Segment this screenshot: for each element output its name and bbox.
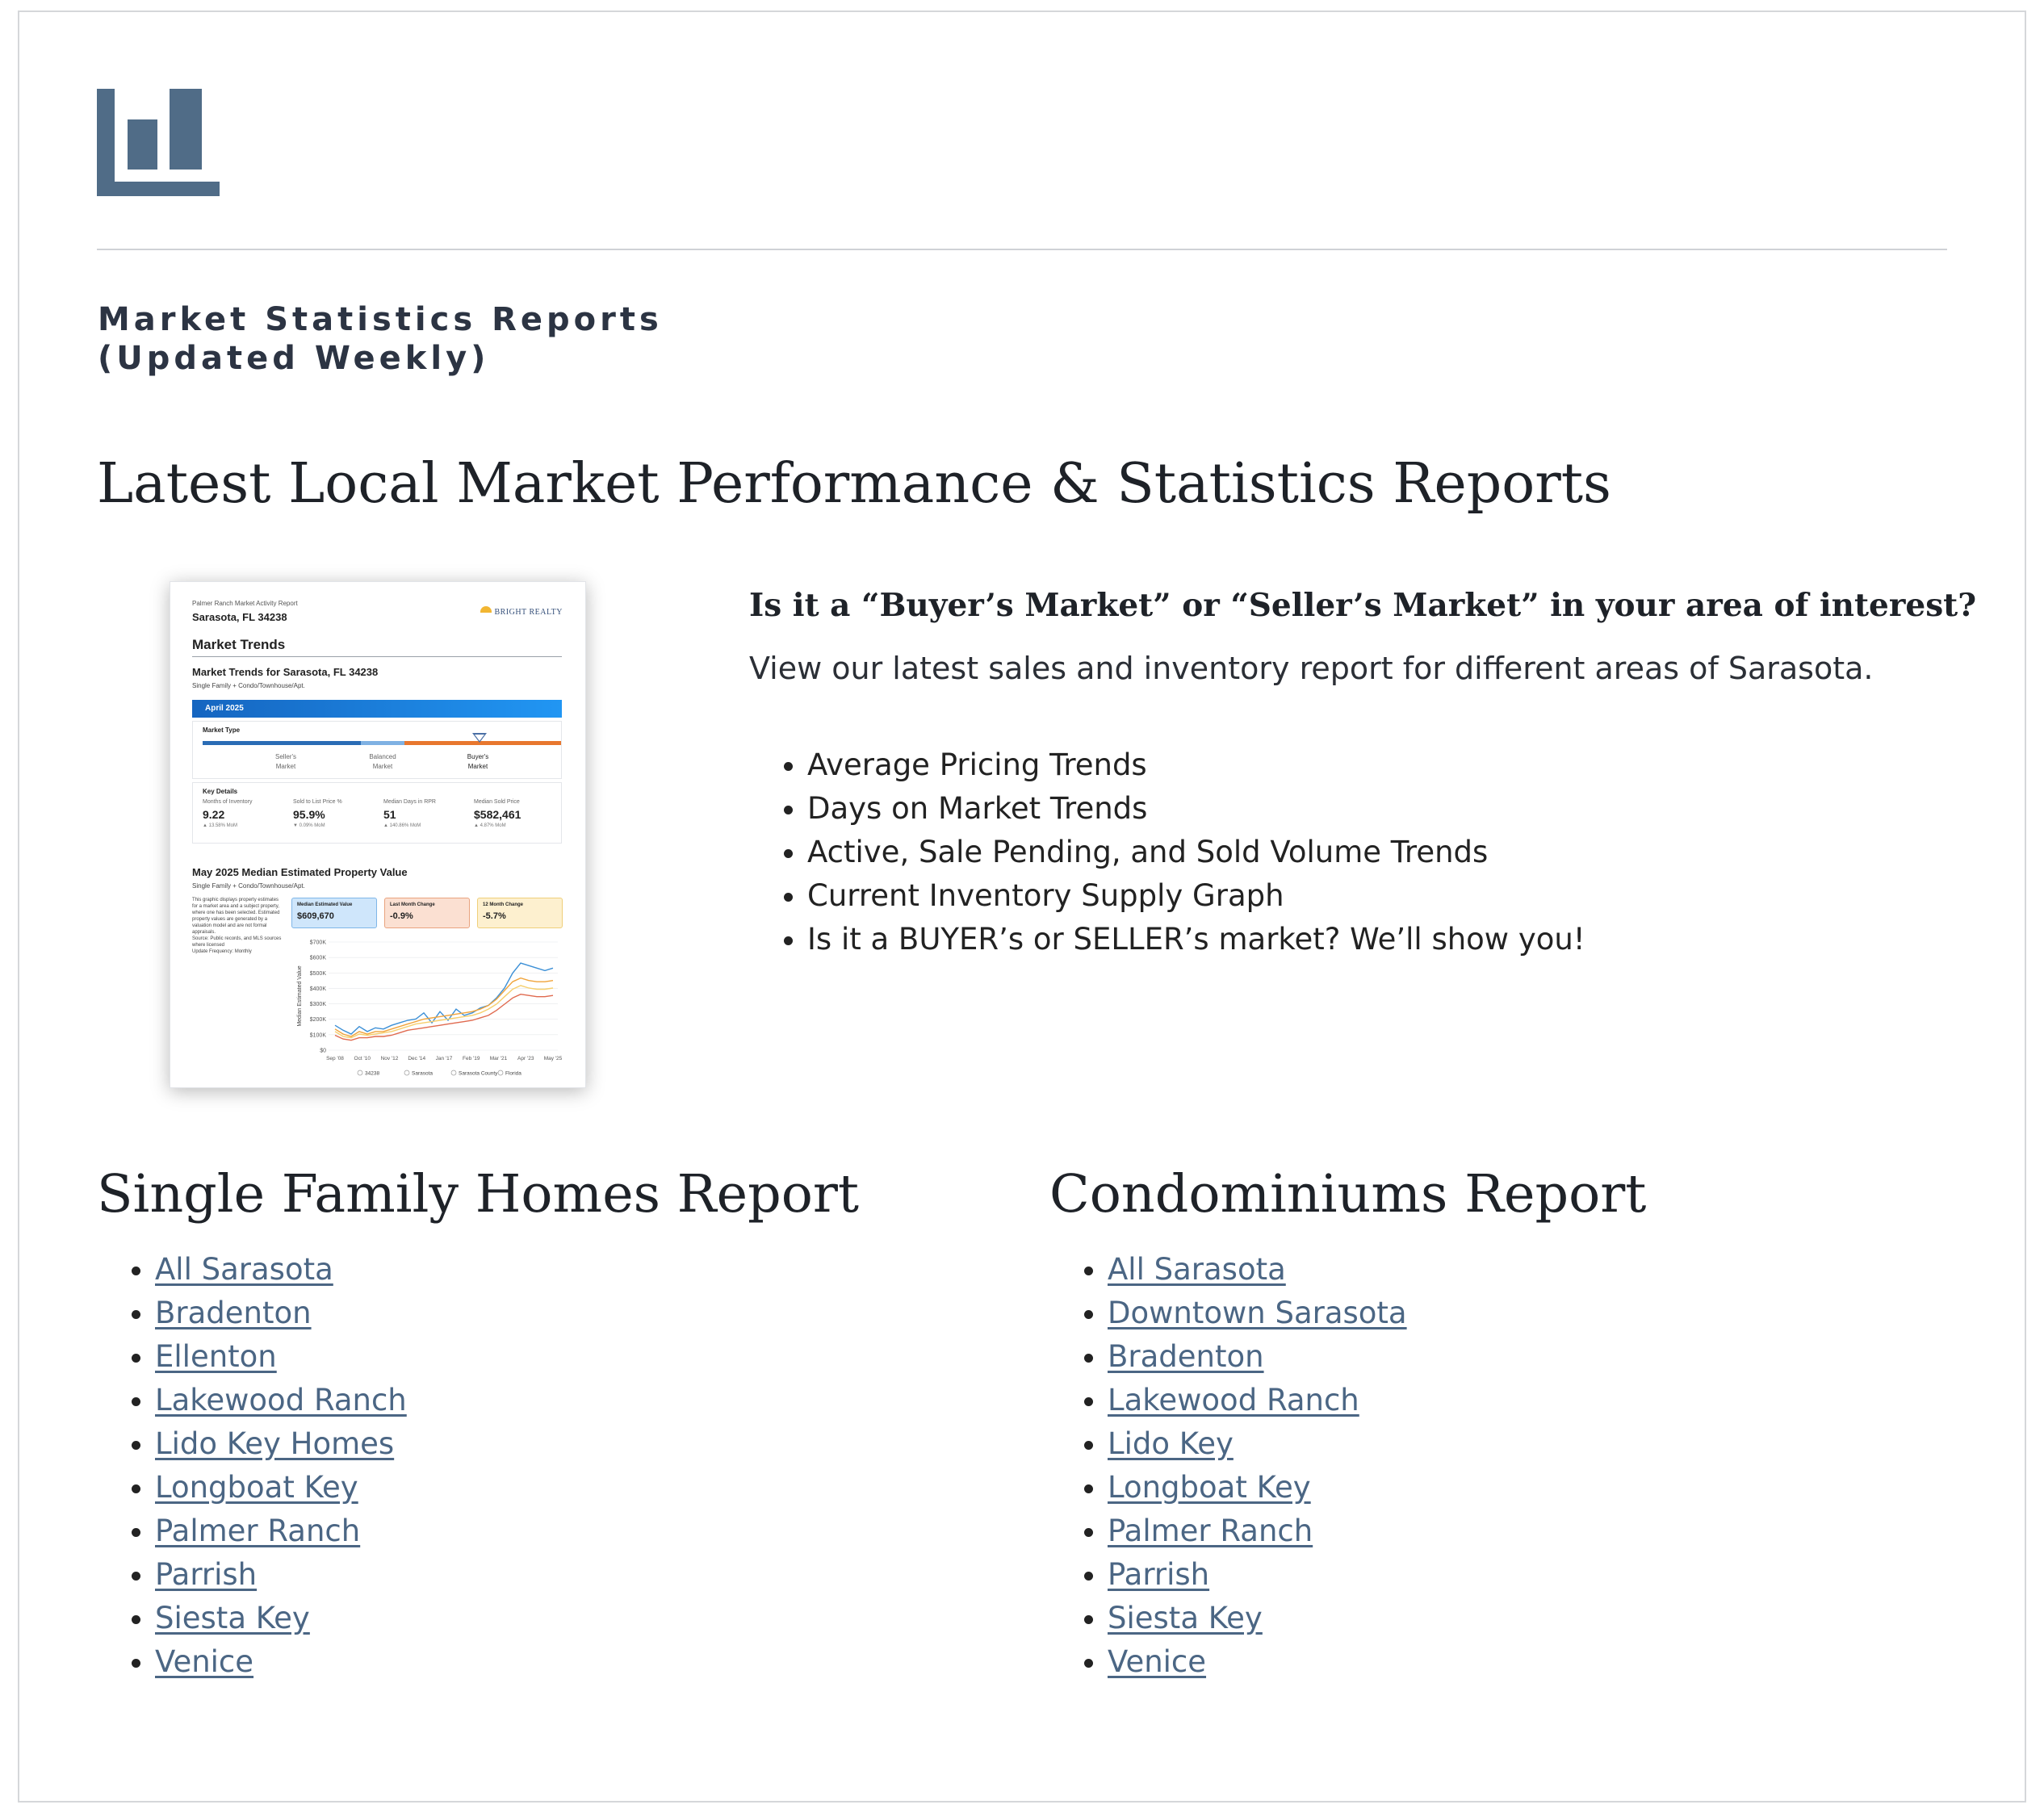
list-item [155, 1422, 407, 1466]
link-single-family-lido-key-homes[interactable]: Lido Key Homes [155, 1426, 395, 1461]
link-single-family-venice[interactable]: Venice [155, 1644, 254, 1679]
link-single-family-longboat-key[interactable]: Longboat Key [155, 1470, 358, 1505]
stat-median-sold-price [474, 799, 563, 828]
stat-value: 51 [383, 808, 396, 821]
link-condo-longboat-key[interactable]: Longboat Key [1108, 1470, 1311, 1505]
card-label: Last Month Change [390, 902, 435, 907]
value-description: This graphic displays property estimates for a market area and a subject property, where one has been selected. Estimated property values are generated by a valuation model and are not formal appraisals. Source: Public records, and MLS sources where licensed Update Frequency: Monthly [192, 898, 282, 954]
chart-x-tick-label: Sep '08 [326, 1056, 344, 1061]
link-single-family-ellenton[interactable]: Ellenton [155, 1339, 277, 1374]
link-single-family-siesta-key[interactable]: Siesta Key [155, 1601, 310, 1635]
list-item [1108, 1292, 1407, 1335]
link-condo-lido-key[interactable]: Lido Key [1108, 1426, 1234, 1461]
market-question-heading: Is it a “Buyer’s Market” or “Seller’s Market” in your area of interest? [749, 587, 1977, 624]
stat-change: ▼ 0.09% MoM [293, 823, 325, 828]
twelve-month-card [477, 898, 563, 928]
link-condo-all-sarasota[interactable]: All Sarasota [1108, 1252, 1286, 1287]
stat-value: 95.9% [293, 808, 325, 821]
stat-change: ▲ 140.86% MoM [383, 823, 421, 828]
list-item [155, 1248, 407, 1292]
chart-y-tick-label: $200K [309, 1017, 326, 1024]
chart-x-tick-label: Apr '23 [517, 1056, 534, 1061]
list-item [1108, 1422, 1407, 1466]
list-item [155, 1466, 407, 1509]
chart-x-tick-label: Oct '10 [354, 1056, 371, 1061]
sun-icon [480, 606, 492, 613]
header-divider [97, 249, 1947, 250]
chart-y-tick-label: $500K [309, 970, 326, 977]
list-item [1108, 1466, 1407, 1509]
market-type-bar-balanced [361, 741, 404, 745]
market-type-box [192, 721, 562, 779]
stat-value: $582,461 [474, 808, 521, 821]
card-value: -0.9% [390, 911, 413, 921]
market-type-label: Market Type [203, 726, 241, 734]
link-single-family-parrish[interactable]: Parrish [155, 1557, 258, 1592]
chart-x-tick-label: Feb '19 [463, 1056, 480, 1061]
median-value-card [291, 898, 377, 928]
market-label-sellers: Seller's Market [275, 753, 296, 770]
chart-legend-label: 34238 [365, 1070, 380, 1077]
chart-y-tick-label: $0 [320, 1048, 326, 1054]
value-section-sub: Single Family + Condo/Townhouse/Apt. [192, 882, 305, 890]
stat-sold-to-list [293, 799, 382, 828]
list-item [155, 1292, 407, 1335]
market-type-bar-sellers [203, 741, 361, 745]
chart-x-tick-label: Nov '12 [380, 1056, 399, 1061]
link-condo-venice[interactable]: Venice [1108, 1644, 1207, 1679]
feature-item: • Is it a BUYER’s or SELLER’s market? We’ll show you! [807, 918, 1585, 961]
value-section-title: May 2025 Median Estimated Property Value [192, 866, 408, 878]
chart-y-axis-label: Median Estimated Value [297, 965, 303, 1027]
chart-legend-marker [451, 1070, 456, 1075]
market-label-buyers: Buyer's Market [467, 753, 489, 770]
list-item [155, 1597, 407, 1640]
report-address: Sarasota, FL 34238 [192, 611, 287, 623]
last-month-card [384, 898, 470, 928]
list-item [1108, 1553, 1407, 1597]
chart-y-tick-label: $400K [309, 986, 326, 992]
feature-item: • Days on Market Trends [807, 787, 1585, 831]
card-label: Median Estimated Value [297, 902, 353, 907]
feature-item: • Average Pricing Trends [807, 743, 1585, 787]
chart-x-tick-label: May '25 [543, 1056, 563, 1061]
report-brand-logo [480, 606, 563, 617]
report-section-title: Market Trends [192, 637, 286, 652]
stat-label: Sold to List Price % [293, 799, 342, 805]
chart-legend-marker [498, 1070, 503, 1075]
link-condo-lakewood-ranch[interactable]: Lakewood Ranch [1108, 1383, 1359, 1417]
stat-label: Median Sold Price [474, 799, 520, 805]
link-single-family-all-sarasota[interactable]: All Sarasota [155, 1252, 333, 1287]
chart-x-tick-label: Mar '21 [489, 1056, 508, 1061]
list-item [155, 1335, 407, 1379]
chart-x-tick-label: Dec '14 [408, 1056, 426, 1061]
stat-value: 9.22 [203, 808, 225, 821]
list-item [155, 1509, 407, 1553]
key-details-label: Key Details [203, 788, 238, 795]
chart-legend-label: Sarasota County [459, 1070, 498, 1077]
condominiums-title: Condominiums Report [1049, 1164, 1647, 1225]
link-condo-siesta-key[interactable]: Siesta Key [1108, 1601, 1263, 1635]
stat-months-inventory [203, 799, 291, 828]
link-single-family-bradenton[interactable]: Bradenton [155, 1296, 312, 1330]
list-item [1108, 1335, 1407, 1379]
link-condo-downtown-sarasota[interactable]: Downtown Sarasota [1108, 1296, 1407, 1330]
chart-y-tick-label: $700K [309, 940, 326, 946]
list-item [1108, 1509, 1407, 1553]
feature-item: • Current Inventory Supply Graph [807, 874, 1585, 918]
link-single-family-palmer-ranch[interactable]: Palmer Ranch [155, 1514, 361, 1548]
chart-y-tick-label: $600K [309, 955, 326, 961]
list-item [155, 1640, 407, 1684]
list-item [155, 1379, 407, 1422]
market-indicator-icon [472, 733, 487, 743]
report-divider [192, 656, 562, 657]
card-value: $609,670 [297, 911, 334, 921]
chart-y-tick-label: $100K [309, 1032, 326, 1039]
chart-series-line [335, 978, 553, 1036]
stat-label: Median Days in RPR [383, 799, 436, 805]
report-month-band: April 2025 [192, 700, 562, 718]
chart-series-line [335, 986, 553, 1038]
card-value: -5.7% [483, 911, 506, 921]
chart-y-tick-label: $300K [309, 1002, 326, 1008]
stat-change: ▲ 4.87% MoM [474, 823, 506, 828]
report-preview-image[interactable] [170, 581, 586, 1088]
card-label: 12 Month Change [483, 902, 524, 907]
list-item [1108, 1640, 1407, 1684]
single-family-title: Single Family Homes Report [97, 1164, 860, 1225]
link-condo-bradenton[interactable]: Bradenton [1108, 1339, 1264, 1374]
condominiums-links [1049, 1248, 1407, 1684]
median-value-line-chart [291, 936, 563, 1078]
list-item [1108, 1248, 1407, 1292]
stat-label: Months of Inventory [203, 799, 253, 805]
link-condo-palmer-ranch[interactable]: Palmer Ranch [1108, 1514, 1313, 1548]
chart-x-tick-label: Jan '17 [435, 1056, 453, 1061]
feature-item: • Active, Sale Pending, and Sold Volume Trends [807, 831, 1585, 874]
report-property-types: Single Family + Condo/Townhouse/Apt. [192, 682, 305, 689]
report-name: Palmer Ranch Market Activity Report [192, 600, 298, 607]
key-details-box [192, 782, 562, 844]
market-intro-text: View our latest sales and inventory report for different areas of Sarasota. [749, 651, 1874, 686]
stat-median-days [383, 799, 472, 828]
list-item [1108, 1379, 1407, 1422]
market-label-balanced: Balanced Market [369, 753, 396, 770]
chart-legend-marker [358, 1070, 362, 1075]
chart-legend-marker [404, 1070, 409, 1075]
list-item [1108, 1597, 1407, 1640]
chart-legend-label: Florida [505, 1070, 521, 1077]
section-eyebrow: Market Statistics Reports (Updated Weekly) [98, 301, 663, 377]
feature-list [749, 743, 1585, 961]
single-family-links [97, 1248, 407, 1684]
chart-legend-label: Sarasota [412, 1070, 434, 1077]
bar-chart-logo-icon[interactable] [97, 89, 220, 196]
report-brand-text: BRIGHT REALTY [494, 608, 563, 617]
list-item [155, 1553, 407, 1597]
page-title: Latest Local Market Performance & Statistics Reports [97, 452, 1611, 516]
link-single-family-lakewood-ranch[interactable]: Lakewood Ranch [155, 1383, 407, 1417]
stat-change: ▲ 13.58% MoM [203, 823, 237, 828]
link-condo-parrish[interactable]: Parrish [1108, 1557, 1210, 1592]
report-subsection-title: Market Trends for Sarasota, FL 34238 [192, 666, 379, 678]
chart-series-line [335, 963, 553, 1034]
